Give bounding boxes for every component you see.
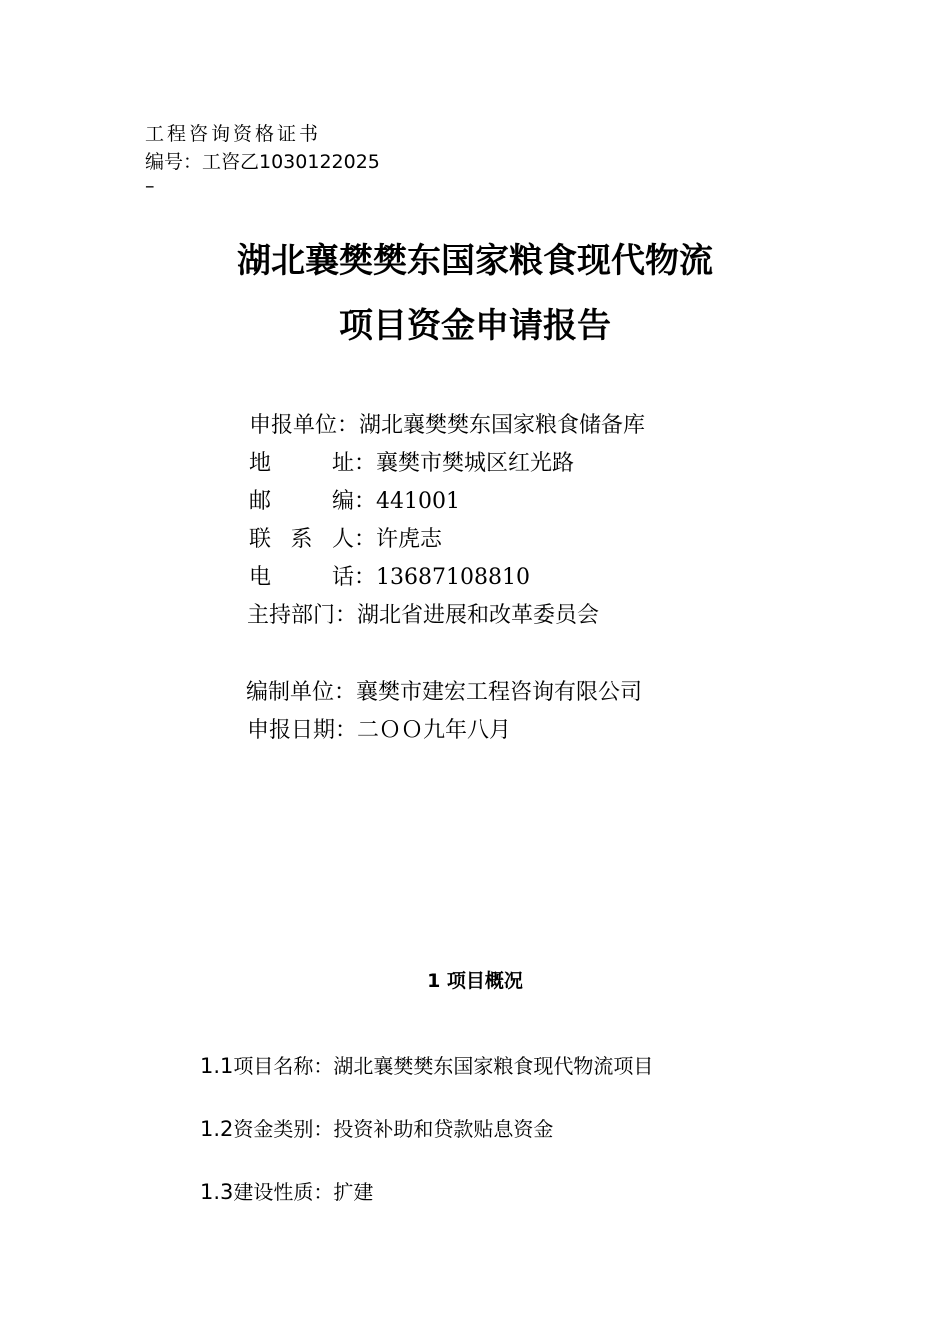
phone-label-b: 话： bbox=[331, 565, 376, 590]
section-item-text: 资金类别：投资补助和贷款贴息资金 bbox=[233, 1117, 554, 1141]
section-item-text: 建设性质：扩建 bbox=[233, 1180, 374, 1204]
postcode-row bbox=[249, 484, 460, 515]
address-row bbox=[249, 446, 574, 477]
postcode-value: 441001 bbox=[376, 489, 460, 514]
postcode-label-b: 编： bbox=[331, 489, 376, 514]
address-value: 襄樊市樊城区红光路 bbox=[376, 451, 575, 476]
section-item-number: 1.2 bbox=[200, 1117, 234, 1141]
certificate-title: 工程咨询资格证书 bbox=[145, 123, 322, 145]
contact-label bbox=[249, 522, 376, 553]
section-item-text: 项目名称：湖北襄樊樊东国家粮食现代物流项目 bbox=[233, 1054, 654, 1078]
postcode-label-a: 邮 bbox=[249, 489, 272, 514]
dept-value: 湖北省进展和改革委员会 bbox=[357, 603, 600, 628]
report-title-line2: 项目资金申请报告 bbox=[339, 306, 611, 346]
section-item-number: 1.1 bbox=[200, 1054, 234, 1078]
contact-label-b: 系 bbox=[290, 527, 313, 552]
section-item bbox=[200, 1050, 653, 1079]
section-item bbox=[200, 1176, 373, 1205]
date-label: 申报日期： bbox=[247, 718, 358, 743]
phone-row bbox=[249, 560, 530, 591]
compiler-label: 编制单位： bbox=[246, 680, 357, 705]
phone-value: 13687108810 bbox=[376, 565, 530, 590]
date-row bbox=[247, 713, 511, 744]
dept-label: 主持部门： bbox=[247, 603, 358, 628]
phone-label-a: 电 bbox=[249, 565, 272, 590]
address-label-b: 址： bbox=[331, 451, 376, 476]
phone-label bbox=[249, 560, 376, 591]
contact-value: 许虎志 bbox=[376, 527, 443, 552]
compiler-row bbox=[246, 675, 642, 706]
contact-label-a: 联 bbox=[249, 527, 272, 552]
contact-label-c: 人： bbox=[331, 527, 376, 552]
section-title: 1 项目概况 bbox=[427, 970, 523, 992]
dept-row bbox=[247, 598, 599, 629]
compiler-value: 襄樊市建宏工程咨询有限公司 bbox=[356, 680, 643, 705]
address-label-a: 地 bbox=[249, 451, 272, 476]
postcode-label bbox=[249, 484, 376, 515]
certificate-number: 编号：工咨乙1030122025 bbox=[145, 151, 380, 173]
section-item bbox=[200, 1113, 553, 1142]
date-value: 二ＯＯ九年八月 bbox=[357, 718, 512, 743]
certificate-dash: – bbox=[145, 175, 155, 197]
applicant-label: 申报单位： bbox=[249, 413, 360, 438]
section-item-number: 1.3 bbox=[200, 1180, 234, 1204]
report-title-line1: 湖北襄樊樊东国家粮食现代物流 bbox=[237, 241, 713, 281]
applicant-value: 湖北襄樊樊东国家粮食储备库 bbox=[359, 413, 646, 438]
applicant-row bbox=[249, 408, 645, 439]
certificate-block bbox=[145, 120, 380, 196]
address-label bbox=[249, 446, 376, 477]
contact-row bbox=[249, 522, 442, 553]
